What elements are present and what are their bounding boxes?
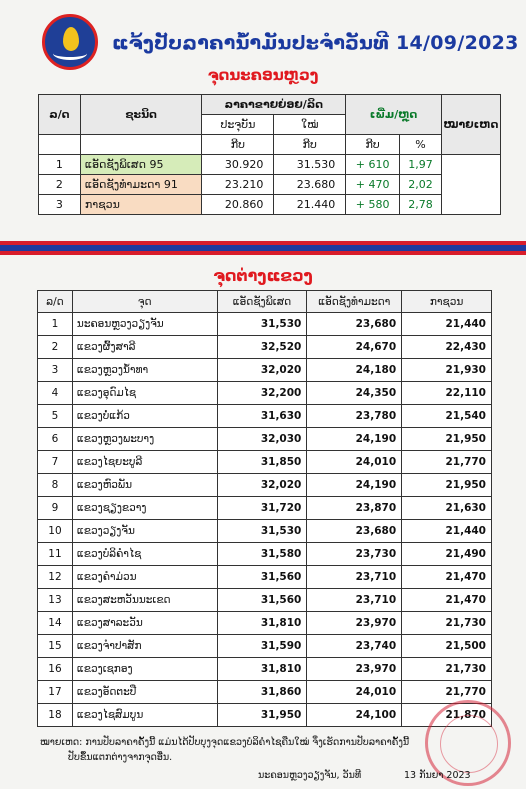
province-name: ແຂວງໄຊສົມບູນ <box>72 704 217 727</box>
diesel-price: 21,730 <box>402 612 492 635</box>
province-name: ແຂວງສະຫວັນນະເຂດ <box>72 589 217 612</box>
premium-price: 31,530 <box>217 520 307 543</box>
province-name: ແຂວງວຽງຈັນ <box>72 520 217 543</box>
regular-price: 24,180 <box>307 359 402 382</box>
row-number: 13 <box>38 589 73 612</box>
province-name: ແຂວງອັດຕະປື <box>72 681 217 704</box>
province-name: ແຂວງບໍລິຄຳໄຊ <box>72 543 217 566</box>
premium-price: 32,200 <box>217 382 307 405</box>
province-name: ແຂວງຄຳມ່ວນ <box>72 566 217 589</box>
province-name: ແຂວງເຊກອງ <box>72 658 217 681</box>
summary-row: 2 ແອັດຊັງທຳມະດາ 91 23.210 23.680 + 470 2,02 <box>39 175 501 195</box>
premium-price: 32,020 <box>217 359 307 382</box>
row-number: 8 <box>38 474 73 497</box>
premium-price: 31,590 <box>217 635 307 658</box>
row-number: 14 <box>38 612 73 635</box>
province-name: ແຂວງບໍ່ແກ້ວ <box>72 405 217 428</box>
province-name: ແຂວງຊຽງຂວາງ <box>72 497 217 520</box>
table-row <box>38 520 492 543</box>
logo-ring <box>53 47 87 60</box>
row-number: 5 <box>38 405 73 428</box>
regular-price: 23,970 <box>307 658 402 681</box>
regular-price: 24,190 <box>307 474 402 497</box>
regular-price: 23,970 <box>307 612 402 635</box>
diesel-price: 21,930 <box>402 359 492 382</box>
fuel-name: ແອັດຊັງທຳມະດາ 91 <box>80 175 202 195</box>
table-row <box>38 681 492 704</box>
fuel-name: ກາຊວນ <box>80 195 202 215</box>
unit-label: ກີບ <box>202 135 274 155</box>
diesel-price: 21,950 <box>402 428 492 451</box>
row-number: 17 <box>38 681 73 704</box>
header <box>0 0 526 70</box>
summary-header-change: ເພີ່ມ/ຫຼຸດ <box>346 95 442 135</box>
summary-header-remark: ໝາຍເຫດ <box>441 95 500 155</box>
table-row <box>38 589 492 612</box>
regular-price: 24,670 <box>307 336 402 359</box>
pct-label: % <box>400 135 442 155</box>
table-row <box>38 658 492 681</box>
section-subtitle-capital: ຈຸດນະຄອນຫຼວງ <box>207 66 319 84</box>
province-name: ແຂວງຈຳປາສັກ <box>72 635 217 658</box>
province-name: ແຂວງຜົ້ງສາລີ <box>72 336 217 359</box>
unit-label: ກີບ <box>346 135 400 155</box>
diesel-price: 21,770 <box>402 451 492 474</box>
province-rows <box>38 313 492 727</box>
premium-price: 31,560 <box>217 589 307 612</box>
premium-price: 31,530 <box>217 313 307 336</box>
summary-table <box>38 94 501 215</box>
col-header-regular: ແອັດຊັງທຳມະດາ <box>307 291 402 313</box>
table-row <box>38 635 492 658</box>
regular-price: 24,010 <box>307 451 402 474</box>
table-row <box>38 566 492 589</box>
diesel-price: 21,440 <box>402 520 492 543</box>
page-title: ແຈ້ງປັບລາຄານ້ຳມັນປະຈຳວັນທີ 14/09/2023 <box>112 32 519 54</box>
premium-price: 31,810 <box>217 658 307 681</box>
table-row <box>38 612 492 635</box>
table-row <box>38 474 492 497</box>
summary-row: 1 ແອັດຊັງພິເສດ 95 30.920 31.530 + 610 1,97 <box>39 155 501 175</box>
col-header-point: ຈຸດ <box>72 291 217 313</box>
regular-price: 24,010 <box>307 681 402 704</box>
row-number: 4 <box>38 382 73 405</box>
diesel-price: 21,730 <box>402 658 492 681</box>
regular-price: 24,190 <box>307 428 402 451</box>
summary-row: 3 ກາຊວນ 20.860 21.440 + 580 2,78 <box>39 195 501 215</box>
footnote: ໝາຍເຫດ: ການປັບລາຄາຄັ້ງນີ້ ແມ່ນໄດ້ປັບບຸງຈຸດແຂວງບໍລິຄຳໄຊຄືນໃໝ່ ຈຶ່ງເຮັດການປັບລາຄາຄັ້ງນີ້ <box>40 737 410 748</box>
summary-header-current: ປະຈຸບັນ <box>202 115 274 135</box>
row-number: 6 <box>38 428 73 451</box>
regular-price: 23,730 <box>307 543 402 566</box>
diesel-price: 21,440 <box>402 313 492 336</box>
section-subtitle-provinces: ຈຸດຕ່າງແຂວງ <box>213 266 313 285</box>
issue-place: ນະຄອນຫຼວງວຽງຈັນ, ວັນທີ <box>258 770 362 781</box>
diesel-price: 22,110 <box>402 382 492 405</box>
province-name: ແຂວງໄຊຍະບູລີ <box>72 451 217 474</box>
regular-price: 23,780 <box>307 405 402 428</box>
col-header-diesel: ກາຊວນ <box>402 291 492 313</box>
company-logo <box>42 14 98 70</box>
diesel-price: 21,470 <box>402 566 492 589</box>
row-number: 10 <box>38 520 73 543</box>
row-number: 11 <box>38 543 73 566</box>
table-row <box>38 359 492 382</box>
province-name: ແຂວງອຸດົມໄຊ <box>72 382 217 405</box>
premium-price: 31,630 <box>217 405 307 428</box>
regular-price: 23,740 <box>307 635 402 658</box>
row-number: 18 <box>38 704 73 727</box>
issue-date: 13 ກັນຍາ 2023 <box>404 770 471 781</box>
col-header-premium: ແອັດຊັງພິເສດ <box>217 291 307 313</box>
premium-price: 32,030 <box>217 428 307 451</box>
row-number: 16 <box>38 658 73 681</box>
col-header-no: ລ/ດ <box>38 291 73 313</box>
province-price-table <box>37 290 492 727</box>
diesel-price: 21,490 <box>402 543 492 566</box>
row-number: 9 <box>38 497 73 520</box>
premium-price: 31,810 <box>217 612 307 635</box>
table-row <box>38 405 492 428</box>
unit-label: ກີບ <box>274 135 346 155</box>
premium-price: 31,850 <box>217 451 307 474</box>
table-row <box>38 497 492 520</box>
footnote-continued: ປັບຂຶ້ນແຕກຕ່າງຈາກຈຸດອື່ນ. <box>68 752 173 763</box>
regular-price: 24,100 <box>307 704 402 727</box>
regular-price: 23,680 <box>307 313 402 336</box>
diesel-price: 21,770 <box>402 681 492 704</box>
row-number: 2 <box>38 336 73 359</box>
diesel-price: 21,470 <box>402 589 492 612</box>
fuel-name: ແອັດຊັງພິເສດ 95 <box>80 155 202 175</box>
province-name: ແຂວງຫົວພັນ <box>72 474 217 497</box>
premium-price: 32,020 <box>217 474 307 497</box>
row-number: 12 <box>38 566 73 589</box>
regular-price: 23,680 <box>307 520 402 543</box>
table-row <box>38 428 492 451</box>
summary-header-retail: ລາຄາຂາຍຍ່ອຍ/ລິດ <box>202 95 346 115</box>
diesel-price: 21,950 <box>402 474 492 497</box>
premium-price: 31,560 <box>217 566 307 589</box>
diesel-price: 21,500 <box>402 635 492 658</box>
table-row <box>38 451 492 474</box>
summary-header-no: ລ/ດ <box>39 95 81 135</box>
regular-price: 23,710 <box>307 589 402 612</box>
table-row <box>38 336 492 359</box>
premium-price: 31,860 <box>217 681 307 704</box>
table-row <box>38 313 492 336</box>
diesel-price: 21,630 <box>402 497 492 520</box>
flag-stripe-red <box>0 251 526 255</box>
premium-price: 31,720 <box>217 497 307 520</box>
regular-price: 23,710 <box>307 566 402 589</box>
premium-price: 31,950 <box>217 704 307 727</box>
province-name: ແຂວງຫຼວງນ້ຳທາ <box>72 359 217 382</box>
province-name: ນະຄອນຫຼວງວຽງຈັນ <box>72 313 217 336</box>
row-number: 15 <box>38 635 73 658</box>
row-number: 1 <box>38 313 73 336</box>
row-number: 7 <box>38 451 73 474</box>
premium-price: 31,580 <box>217 543 307 566</box>
premium-price: 32,520 <box>217 336 307 359</box>
regular-price: 24,350 <box>307 382 402 405</box>
table-row <box>38 704 492 727</box>
row-number: 3 <box>38 359 73 382</box>
diesel-price: 21,540 <box>402 405 492 428</box>
table-row <box>38 543 492 566</box>
summary-header-type: ຊະນິດ <box>80 95 202 135</box>
diesel-price: 21,870 <box>402 704 492 727</box>
diesel-price: 22,430 <box>402 336 492 359</box>
province-name: ແຂວງສາລະວັນ <box>72 612 217 635</box>
regular-price: 23,870 <box>307 497 402 520</box>
province-name: ແຂວງຫຼວງພະບາງ <box>72 428 217 451</box>
table-row <box>38 382 492 405</box>
summary-header-new: ໃໝ່ <box>274 115 346 135</box>
